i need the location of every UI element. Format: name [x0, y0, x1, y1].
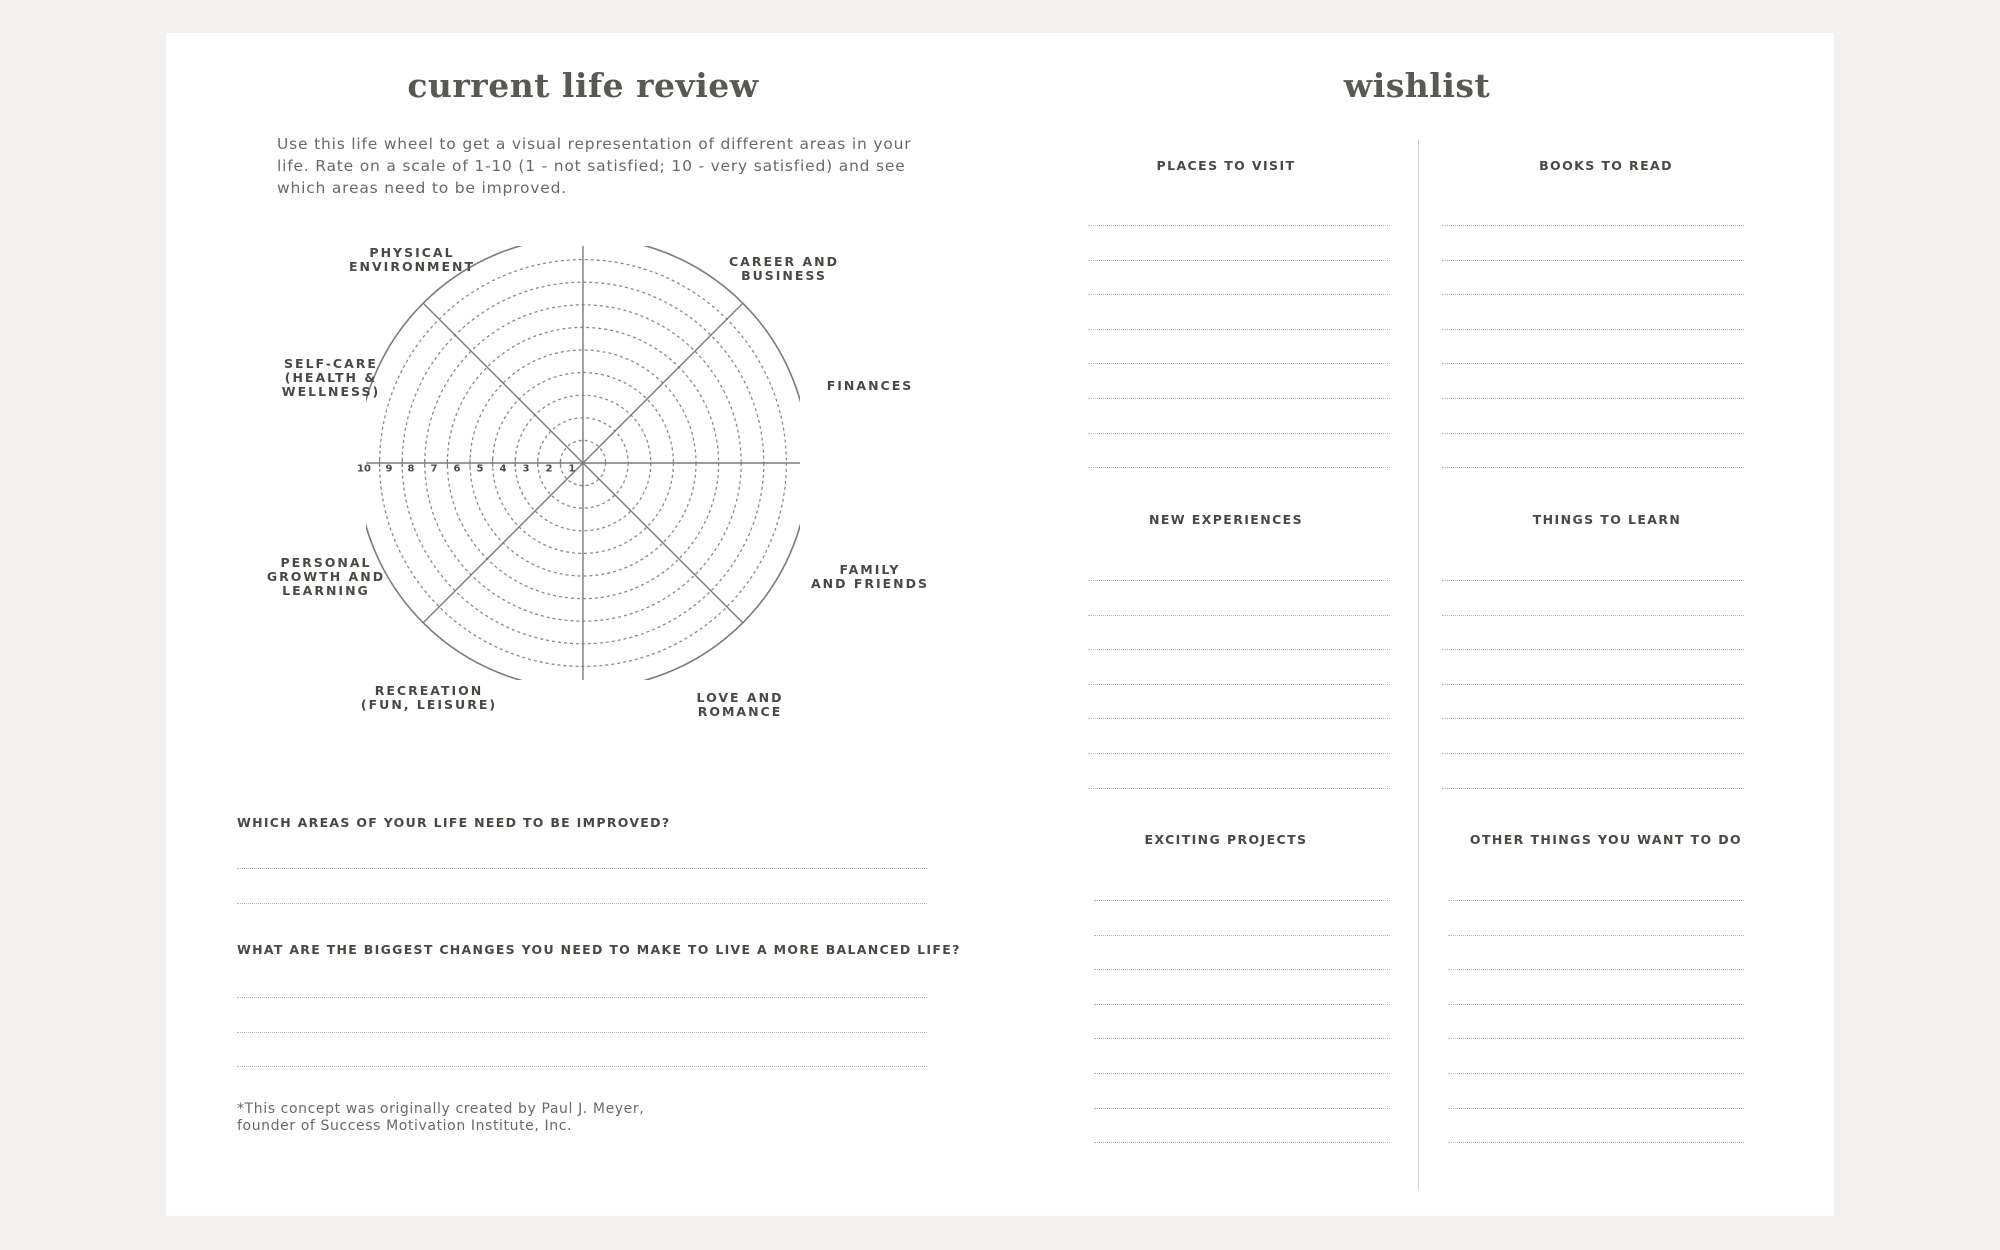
wishlist-entry-line[interactable] — [1442, 260, 1744, 261]
wishlist-entry-line[interactable] — [1448, 935, 1744, 936]
wishlist-entry-line[interactable] — [1442, 718, 1744, 719]
scale-number: 1 — [568, 463, 576, 475]
life-review-title: current life review — [407, 66, 759, 105]
wishlist-entry-line[interactable] — [1088, 467, 1390, 468]
wishlist-entry-line[interactable] — [1094, 1108, 1390, 1109]
question-biggest-changes: WHAT ARE THE BIGGEST CHANGES YOU NEED TO MAKE TO LIVE A MORE BALANCED LIFE? — [237, 942, 961, 957]
wishlist-entry-line[interactable] — [1442, 580, 1744, 581]
column-divider — [1418, 140, 1419, 1190]
wishlist-entry-line[interactable] — [1088, 684, 1390, 685]
wishlist-entry-line[interactable] — [1088, 615, 1390, 616]
wishlist-entry-line[interactable] — [1442, 294, 1744, 295]
planner-spread — [166, 33, 1834, 1216]
wishlist-entry-line[interactable] — [1442, 329, 1744, 330]
wishlist-entry-line[interactable] — [1448, 969, 1744, 970]
wishlist-entry-line[interactable] — [1442, 363, 1744, 364]
wishlist-entry-line[interactable] — [1088, 398, 1390, 399]
wheel-label-physical-environment: PHYSICAL ENVIRONMENT — [348, 245, 476, 274]
section-new-experiences: NEW EXPERIENCES — [1148, 512, 1304, 527]
wishlist-entry-line[interactable] — [1442, 433, 1744, 434]
wishlist-entry-line[interactable] — [1448, 1108, 1744, 1109]
wishlist-entry-line[interactable] — [1094, 1073, 1390, 1074]
wishlist-entry-line[interactable] — [1094, 1142, 1390, 1143]
wishlist-entry-line[interactable] — [1448, 1142, 1744, 1143]
scale-number: 10 — [357, 463, 371, 475]
wheel-label-finances: FINANCES — [826, 378, 914, 393]
wheel-label-career-and-business: CAREER AND BUSINESS — [728, 254, 840, 283]
wishlist-entry-line[interactable] — [1442, 225, 1744, 226]
wishlist-entry-line[interactable] — [1094, 969, 1390, 970]
wishlist-entry-line[interactable] — [1088, 788, 1390, 789]
wishlist-entry-line[interactable] — [1094, 935, 1390, 936]
answer-line[interactable] — [237, 1066, 927, 1067]
wishlist-title: wishlist — [1343, 66, 1491, 105]
scale-number: 5 — [476, 463, 484, 475]
scale-number: 2 — [545, 463, 553, 475]
wishlist-entry-line[interactable] — [1448, 1073, 1744, 1074]
scale-number: 3 — [522, 463, 530, 475]
wishlist-entry-line[interactable] — [1094, 900, 1390, 901]
answer-line[interactable] — [237, 903, 927, 904]
wishlist-entry-line[interactable] — [1088, 580, 1390, 581]
question-areas-to-improve: WHICH AREAS OF YOUR LIFE NEED TO BE IMPROVED? — [237, 815, 671, 830]
scale-number: 4 — [499, 463, 507, 475]
section-places-to-visit: PLACES TO VISIT — [1156, 158, 1296, 173]
wheel-label-personal-growth: PERSONAL GROWTH AND LEARNING — [266, 555, 386, 598]
wishlist-entry-line[interactable] — [1442, 788, 1744, 789]
wishlist-entry-line[interactable] — [1088, 363, 1390, 364]
answer-line[interactable] — [237, 997, 927, 998]
wishlist-entry-line[interactable] — [1442, 753, 1744, 754]
wishlist-entry-line[interactable] — [1448, 900, 1744, 901]
wishlist-entry-line[interactable] — [1088, 649, 1390, 650]
wishlist-entry-line[interactable] — [1088, 260, 1390, 261]
wheel-label-recreation: RECREATION (FUN, LEISURE) — [360, 683, 498, 712]
wishlist-entry-line[interactable] — [1442, 649, 1744, 650]
wishlist-entry-line[interactable] — [1448, 1004, 1744, 1005]
answer-line[interactable] — [237, 868, 927, 869]
wishlist-entry-line[interactable] — [1088, 753, 1390, 754]
wishlist-entry-line[interactable] — [1448, 1038, 1744, 1039]
wishlist-entry-line[interactable] — [1442, 615, 1744, 616]
wheel-label-self-care: SELF-CARE (HEALTH & WELLNESS) — [281, 356, 381, 399]
section-things-to-learn: THINGS TO LEARN — [1532, 512, 1682, 527]
wheel-label-family-and-friends: FAMILY AND FRIENDS — [810, 562, 930, 591]
wheel-label-love-and-romance: LOVE AND ROMANCE — [696, 690, 784, 719]
section-other-things: OTHER THINGS YOU WANT TO DO — [1469, 832, 1743, 847]
wishlist-entry-line[interactable] — [1094, 1004, 1390, 1005]
wishlist-entry-line[interactable] — [1442, 467, 1744, 468]
wishlist-entry-line[interactable] — [1088, 329, 1390, 330]
wishlist-entry-line[interactable] — [1088, 433, 1390, 434]
scale-number: 8 — [407, 463, 415, 475]
wishlist-entry-line[interactable] — [1088, 294, 1390, 295]
footnote: *This concept was originally created by Paul J. Meyer, founder of Success Motivation Institute, Inc. — [237, 1101, 645, 1134]
answer-line[interactable] — [237, 1032, 927, 1033]
life-wheel-instructions: Use this life wheel to get a visual representation of different areas in your life. Rate on a scale of 1-10 (1 - not satisfied; 10 - very satisfied) and see which areas need to be improved. — [277, 135, 912, 197]
wishlist-entry-line[interactable] — [1088, 225, 1390, 226]
scale-number: 7 — [430, 463, 438, 475]
wishlist-entry-line[interactable] — [1094, 1038, 1390, 1039]
section-exciting-projects: EXCITING PROJECTS — [1144, 832, 1308, 847]
scale-number: 9 — [385, 463, 393, 475]
wishlist-entry-line[interactable] — [1442, 398, 1744, 399]
wishlist-entry-line[interactable] — [1442, 684, 1744, 685]
scale-number: 6 — [453, 463, 461, 475]
section-books-to-read: BOOKS TO READ — [1539, 158, 1673, 173]
wishlist-entry-line[interactable] — [1088, 718, 1390, 719]
